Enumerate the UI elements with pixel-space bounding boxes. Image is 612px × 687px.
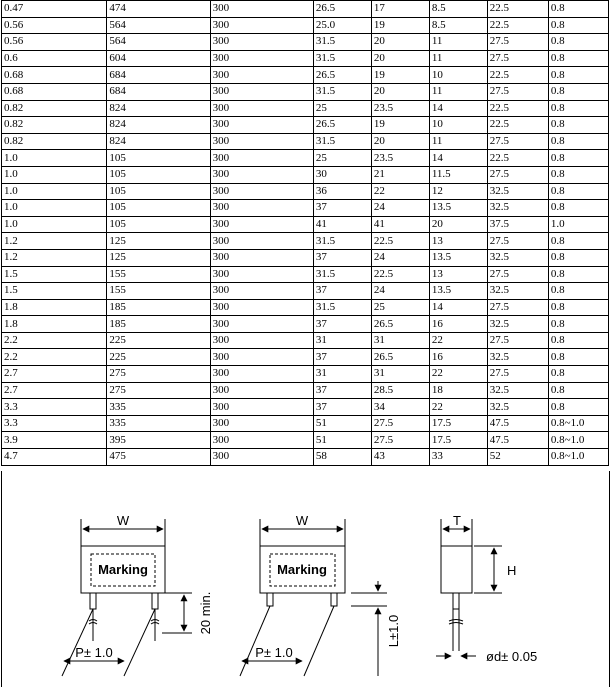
table-cell: 27.5: [487, 233, 548, 250]
table-cell: 31.5: [313, 299, 371, 316]
table-cell: 22.5: [487, 17, 548, 34]
table-cell: 0.82: [2, 100, 107, 117]
table-cell: 155: [107, 266, 210, 283]
table-cell: 0.8: [548, 399, 608, 416]
table-row: [2, 200, 609, 217]
table-cell: 26.5: [313, 1, 371, 18]
table-cell: 22: [429, 366, 487, 383]
table-cell: 300: [210, 249, 313, 266]
table-cell: 300: [210, 332, 313, 349]
mount-pitch-label: P± 1.0: [255, 645, 293, 660]
table-cell: 16: [429, 349, 487, 366]
capacitor-body-side: [441, 546, 472, 593]
table-cell: 1.5: [2, 266, 107, 283]
table-cell: 14: [429, 299, 487, 316]
table-cell: 3.3: [2, 415, 107, 432]
front-pitch-label: P± 1.0: [75, 645, 113, 660]
table-cell: 31.5: [313, 34, 371, 51]
table-row: [2, 83, 609, 100]
table-cell: 105: [107, 183, 210, 200]
table-cell: 0.56: [2, 34, 107, 51]
table-cell: 37: [313, 316, 371, 333]
table-cell: 684: [107, 67, 210, 84]
table-cell: 11: [429, 83, 487, 100]
table-cell: 684: [107, 83, 210, 100]
mount-lead-length-label: L±1.0: [386, 614, 401, 648]
table-cell: 0.8: [548, 50, 608, 67]
table-cell: 22.5: [487, 150, 548, 167]
table-cell: 0.8: [548, 299, 608, 316]
table-cell: 300: [210, 150, 313, 167]
table-cell: 31.5: [313, 83, 371, 100]
table-cell: 0.8: [548, 166, 608, 183]
table-cell: 2.2: [2, 349, 107, 366]
table-cell: 300: [210, 100, 313, 117]
table-cell: 37: [313, 249, 371, 266]
table-cell: 0.8: [548, 382, 608, 399]
table-cell: 0.56: [2, 17, 107, 34]
table-cell: 36: [313, 183, 371, 200]
table-row: [2, 366, 609, 383]
table-cell: 17.5: [429, 432, 487, 449]
table-cell: 27.5: [487, 133, 548, 150]
table-cell: 22.5: [487, 117, 548, 134]
table-row: [2, 34, 609, 51]
table-cell: 300: [210, 17, 313, 34]
table-cell: 225: [107, 349, 210, 366]
table-cell: 604: [107, 50, 210, 67]
table-cell: 300: [210, 349, 313, 366]
table-row: [2, 249, 609, 266]
table-cell: 23.5: [371, 100, 429, 117]
table-cell: 51: [313, 432, 371, 449]
table-cell: 0.8~1.0: [548, 449, 608, 466]
table-cell: 32.5: [487, 200, 548, 217]
table-cell: 51: [313, 415, 371, 432]
table-cell: 0.8: [548, 366, 608, 383]
table-cell: 564: [107, 17, 210, 34]
table-row: [2, 399, 609, 416]
table-cell: 2.7: [2, 382, 107, 399]
table-cell: 0.8: [548, 266, 608, 283]
table-row: [2, 266, 609, 283]
table-cell: 0.8: [548, 1, 608, 18]
table-cell: 0.8: [548, 316, 608, 333]
table-cell: 32.5: [487, 183, 548, 200]
table-cell: 0.8: [548, 332, 608, 349]
table-cell: 300: [210, 200, 313, 217]
table-cell: 22.5: [487, 67, 548, 84]
table-row: [2, 382, 609, 399]
table-cell: 26.5: [313, 67, 371, 84]
table-cell: 37: [313, 200, 371, 217]
table-cell: 24: [371, 200, 429, 217]
table-row: [2, 332, 609, 349]
table-cell: 1.0: [2, 166, 107, 183]
table-cell: 11.5: [429, 166, 487, 183]
table-cell: 31: [371, 366, 429, 383]
table-row: [2, 233, 609, 250]
table-cell: 22: [429, 332, 487, 349]
table-cell: 2.2: [2, 332, 107, 349]
table-cell: 300: [210, 67, 313, 84]
table-cell: 1.2: [2, 249, 107, 266]
table-cell: 11: [429, 34, 487, 51]
table-cell: 27.5: [487, 299, 548, 316]
table-cell: 18: [429, 382, 487, 399]
table-cell: 23.5: [371, 150, 429, 167]
table-cell: 4.7: [2, 449, 107, 466]
table-row: [2, 150, 609, 167]
table-cell: 300: [210, 233, 313, 250]
table-cell: 34: [371, 399, 429, 416]
table-cell: 27.5: [487, 266, 548, 283]
table-cell: 1.2: [2, 233, 107, 250]
table-cell: 300: [210, 283, 313, 300]
table-cell: 1.8: [2, 299, 107, 316]
table-cell: 20: [429, 216, 487, 233]
table-cell: 0.8: [548, 133, 608, 150]
capacitor-spec-table: [1, 0, 609, 466]
table-cell: 8.5: [429, 1, 487, 18]
table-cell: 0.8: [548, 150, 608, 167]
table-cell: 125: [107, 233, 210, 250]
dimension-diagram: [2, 471, 609, 687]
table-row: [2, 183, 609, 200]
table-cell: 0.8: [548, 67, 608, 84]
table-cell: 0.8: [548, 349, 608, 366]
table-cell: 300: [210, 50, 313, 67]
table-cell: 10: [429, 67, 487, 84]
spec-table-body: [2, 1, 609, 466]
table-cell: 0.8: [548, 17, 608, 34]
table-cell: 185: [107, 316, 210, 333]
table-cell: 17.5: [429, 415, 487, 432]
table-cell: 13.5: [429, 200, 487, 217]
table-cell: 3.3: [2, 399, 107, 416]
table-cell: 27.5: [487, 50, 548, 67]
table-cell: 20: [371, 133, 429, 150]
table-cell: 14: [429, 150, 487, 167]
table-cell: 105: [107, 216, 210, 233]
side-lead-diameter-label: ød± 0.05: [486, 649, 538, 664]
table-cell: 10: [429, 117, 487, 134]
table-cell: 27.5: [487, 366, 548, 383]
table-cell: 22.5: [487, 100, 548, 117]
table-cell: 31.5: [313, 133, 371, 150]
table-cell: 0.8: [548, 200, 608, 217]
table-cell: 1.0: [2, 183, 107, 200]
table-row: [2, 50, 609, 67]
table-cell: 475: [107, 449, 210, 466]
table-row: [2, 415, 609, 432]
table-cell: 27.5: [371, 432, 429, 449]
side-view: [436, 519, 502, 656]
table-cell: 13.5: [429, 283, 487, 300]
front-width-label: W: [116, 513, 130, 528]
table-row: [2, 17, 609, 34]
table-cell: 0.68: [2, 83, 107, 100]
front-marking-label: Marking: [98, 562, 148, 577]
table-cell: 0.8: [548, 283, 608, 300]
table-cell: 1.5: [2, 283, 107, 300]
dimension-diagram-panel: [1, 471, 610, 687]
table-row: [2, 117, 609, 134]
table-cell: 824: [107, 133, 210, 150]
table-cell: 474: [107, 1, 210, 18]
table-cell: 27.5: [487, 34, 548, 51]
table-cell: 20: [371, 34, 429, 51]
table-cell: 19: [371, 67, 429, 84]
table-cell: 3.9: [2, 432, 107, 449]
table-cell: 12: [429, 183, 487, 200]
table-cell: 41: [313, 216, 371, 233]
table-cell: 13: [429, 266, 487, 283]
table-cell: 22.5: [371, 233, 429, 250]
table-cell: 32.5: [487, 382, 548, 399]
table-cell: 27.5: [487, 166, 548, 183]
table-row: [2, 67, 609, 84]
table-row: [2, 166, 609, 183]
table-cell: 0.8: [548, 34, 608, 51]
table-cell: 24: [371, 283, 429, 300]
table-cell: 300: [210, 34, 313, 51]
table-cell: 300: [210, 266, 313, 283]
table-cell: 43: [371, 449, 429, 466]
table-cell: 300: [210, 1, 313, 18]
table-cell: 22.5: [487, 1, 548, 18]
mount-width-label: W: [295, 513, 309, 528]
table-cell: 0.8: [548, 83, 608, 100]
table-cell: 32.5: [487, 316, 548, 333]
table-cell: 33: [429, 449, 487, 466]
table-cell: 24: [371, 249, 429, 266]
table-cell: 275: [107, 366, 210, 383]
table-cell: 32.5: [487, 283, 548, 300]
side-height-label: H: [507, 563, 517, 578]
table-cell: 58: [313, 449, 371, 466]
table-cell: 300: [210, 117, 313, 134]
table-cell: 22.5: [371, 266, 429, 283]
table-row: [2, 133, 609, 150]
table-cell: 11: [429, 133, 487, 150]
table-cell: 564: [107, 34, 210, 51]
table-cell: 8.5: [429, 17, 487, 34]
table-cell: 300: [210, 216, 313, 233]
table-cell: 25: [313, 100, 371, 117]
table-cell: 300: [210, 183, 313, 200]
front-lead-length-label: 20 min.: [198, 591, 213, 635]
table-cell: 16: [429, 316, 487, 333]
table-cell: 0.8: [548, 117, 608, 134]
side-thickness-label: T: [453, 513, 461, 528]
table-cell: 26.5: [371, 349, 429, 366]
table-cell: 25: [371, 299, 429, 316]
table-cell: 225: [107, 332, 210, 349]
table-cell: 125: [107, 249, 210, 266]
table-cell: 26.5: [371, 316, 429, 333]
table-cell: 31.5: [313, 50, 371, 67]
table-cell: 0.8: [548, 249, 608, 266]
table-cell: 30: [313, 166, 371, 183]
table-cell: 300: [210, 415, 313, 432]
table-cell: 300: [210, 83, 313, 100]
table-cell: 0.82: [2, 133, 107, 150]
table-cell: 37.5: [487, 216, 548, 233]
table-cell: 27.5: [487, 332, 548, 349]
table-row: [2, 1, 609, 18]
table-row: [2, 100, 609, 117]
table-cell: 0.82: [2, 117, 107, 134]
table-cell: 275: [107, 382, 210, 399]
table-cell: 395: [107, 432, 210, 449]
table-cell: 300: [210, 366, 313, 383]
table-cell: 22: [371, 183, 429, 200]
table-cell: 335: [107, 415, 210, 432]
table-cell: 52: [487, 449, 548, 466]
table-row: [2, 299, 609, 316]
table-cell: 19: [371, 117, 429, 134]
table-cell: 22: [429, 399, 487, 416]
table-cell: 300: [210, 133, 313, 150]
table-cell: 1.0: [2, 216, 107, 233]
table-cell: 47.5: [487, 432, 548, 449]
table-cell: 32.5: [487, 349, 548, 366]
table-cell: 17: [371, 1, 429, 18]
table-cell: 824: [107, 100, 210, 117]
table-cell: 31: [313, 332, 371, 349]
table-cell: 0.8: [548, 233, 608, 250]
table-cell: 41: [371, 216, 429, 233]
table-cell: 28.5: [371, 382, 429, 399]
table-cell: 31: [313, 366, 371, 383]
table-cell: 300: [210, 299, 313, 316]
table-row: [2, 316, 609, 333]
table-cell: 31: [371, 332, 429, 349]
table-cell: 27.5: [371, 415, 429, 432]
table-cell: 0.8~1.0: [548, 415, 608, 432]
table-cell: 26.5: [313, 117, 371, 134]
table-cell: 1.0: [548, 216, 608, 233]
table-cell: 2.7: [2, 366, 107, 383]
table-cell: 47.5: [487, 415, 548, 432]
table-cell: 13: [429, 233, 487, 250]
table-cell: 185: [107, 299, 210, 316]
table-cell: 300: [210, 316, 313, 333]
table-cell: 37: [313, 382, 371, 399]
table-cell: 25: [313, 150, 371, 167]
table-row: [2, 432, 609, 449]
table-row: [2, 449, 609, 466]
table-row: [2, 349, 609, 366]
table-cell: 37: [313, 283, 371, 300]
table-cell: 31.5: [313, 266, 371, 283]
table-cell: 300: [210, 449, 313, 466]
table-cell: 32.5: [487, 399, 548, 416]
table-cell: 25.0: [313, 17, 371, 34]
table-cell: 21: [371, 166, 429, 183]
table-cell: 105: [107, 150, 210, 167]
table-cell: 0.47: [2, 1, 107, 18]
table-cell: 27.5: [487, 83, 548, 100]
table-cell: 335: [107, 399, 210, 416]
table-cell: 1.8: [2, 316, 107, 333]
table-cell: 155: [107, 283, 210, 300]
table-cell: 300: [210, 382, 313, 399]
table-cell: 11: [429, 50, 487, 67]
table-cell: 0.8~1.0: [548, 432, 608, 449]
table-cell: 32.5: [487, 249, 548, 266]
table-cell: 824: [107, 117, 210, 134]
table-cell: 0.8: [548, 100, 608, 117]
table-cell: 0.68: [2, 67, 107, 84]
table-cell: 37: [313, 349, 371, 366]
table-cell: 37: [313, 399, 371, 416]
table-row: [2, 283, 609, 300]
table-cell: 13.5: [429, 249, 487, 266]
table-cell: 300: [210, 399, 313, 416]
table-cell: 0.8: [548, 183, 608, 200]
table-cell: 14: [429, 100, 487, 117]
table-cell: 300: [210, 432, 313, 449]
table-row: [2, 216, 609, 233]
table-cell: 1.0: [2, 200, 107, 217]
mount-marking-label: Marking: [277, 562, 327, 577]
table-cell: 105: [107, 200, 210, 217]
table-cell: 20: [371, 50, 429, 67]
table-cell: 31.5: [313, 233, 371, 250]
table-cell: 0.6: [2, 50, 107, 67]
table-cell: 20: [371, 83, 429, 100]
table-cell: 19: [371, 17, 429, 34]
table-cell: 1.0: [2, 150, 107, 167]
table-cell: 105: [107, 166, 210, 183]
table-cell: 300: [210, 166, 313, 183]
